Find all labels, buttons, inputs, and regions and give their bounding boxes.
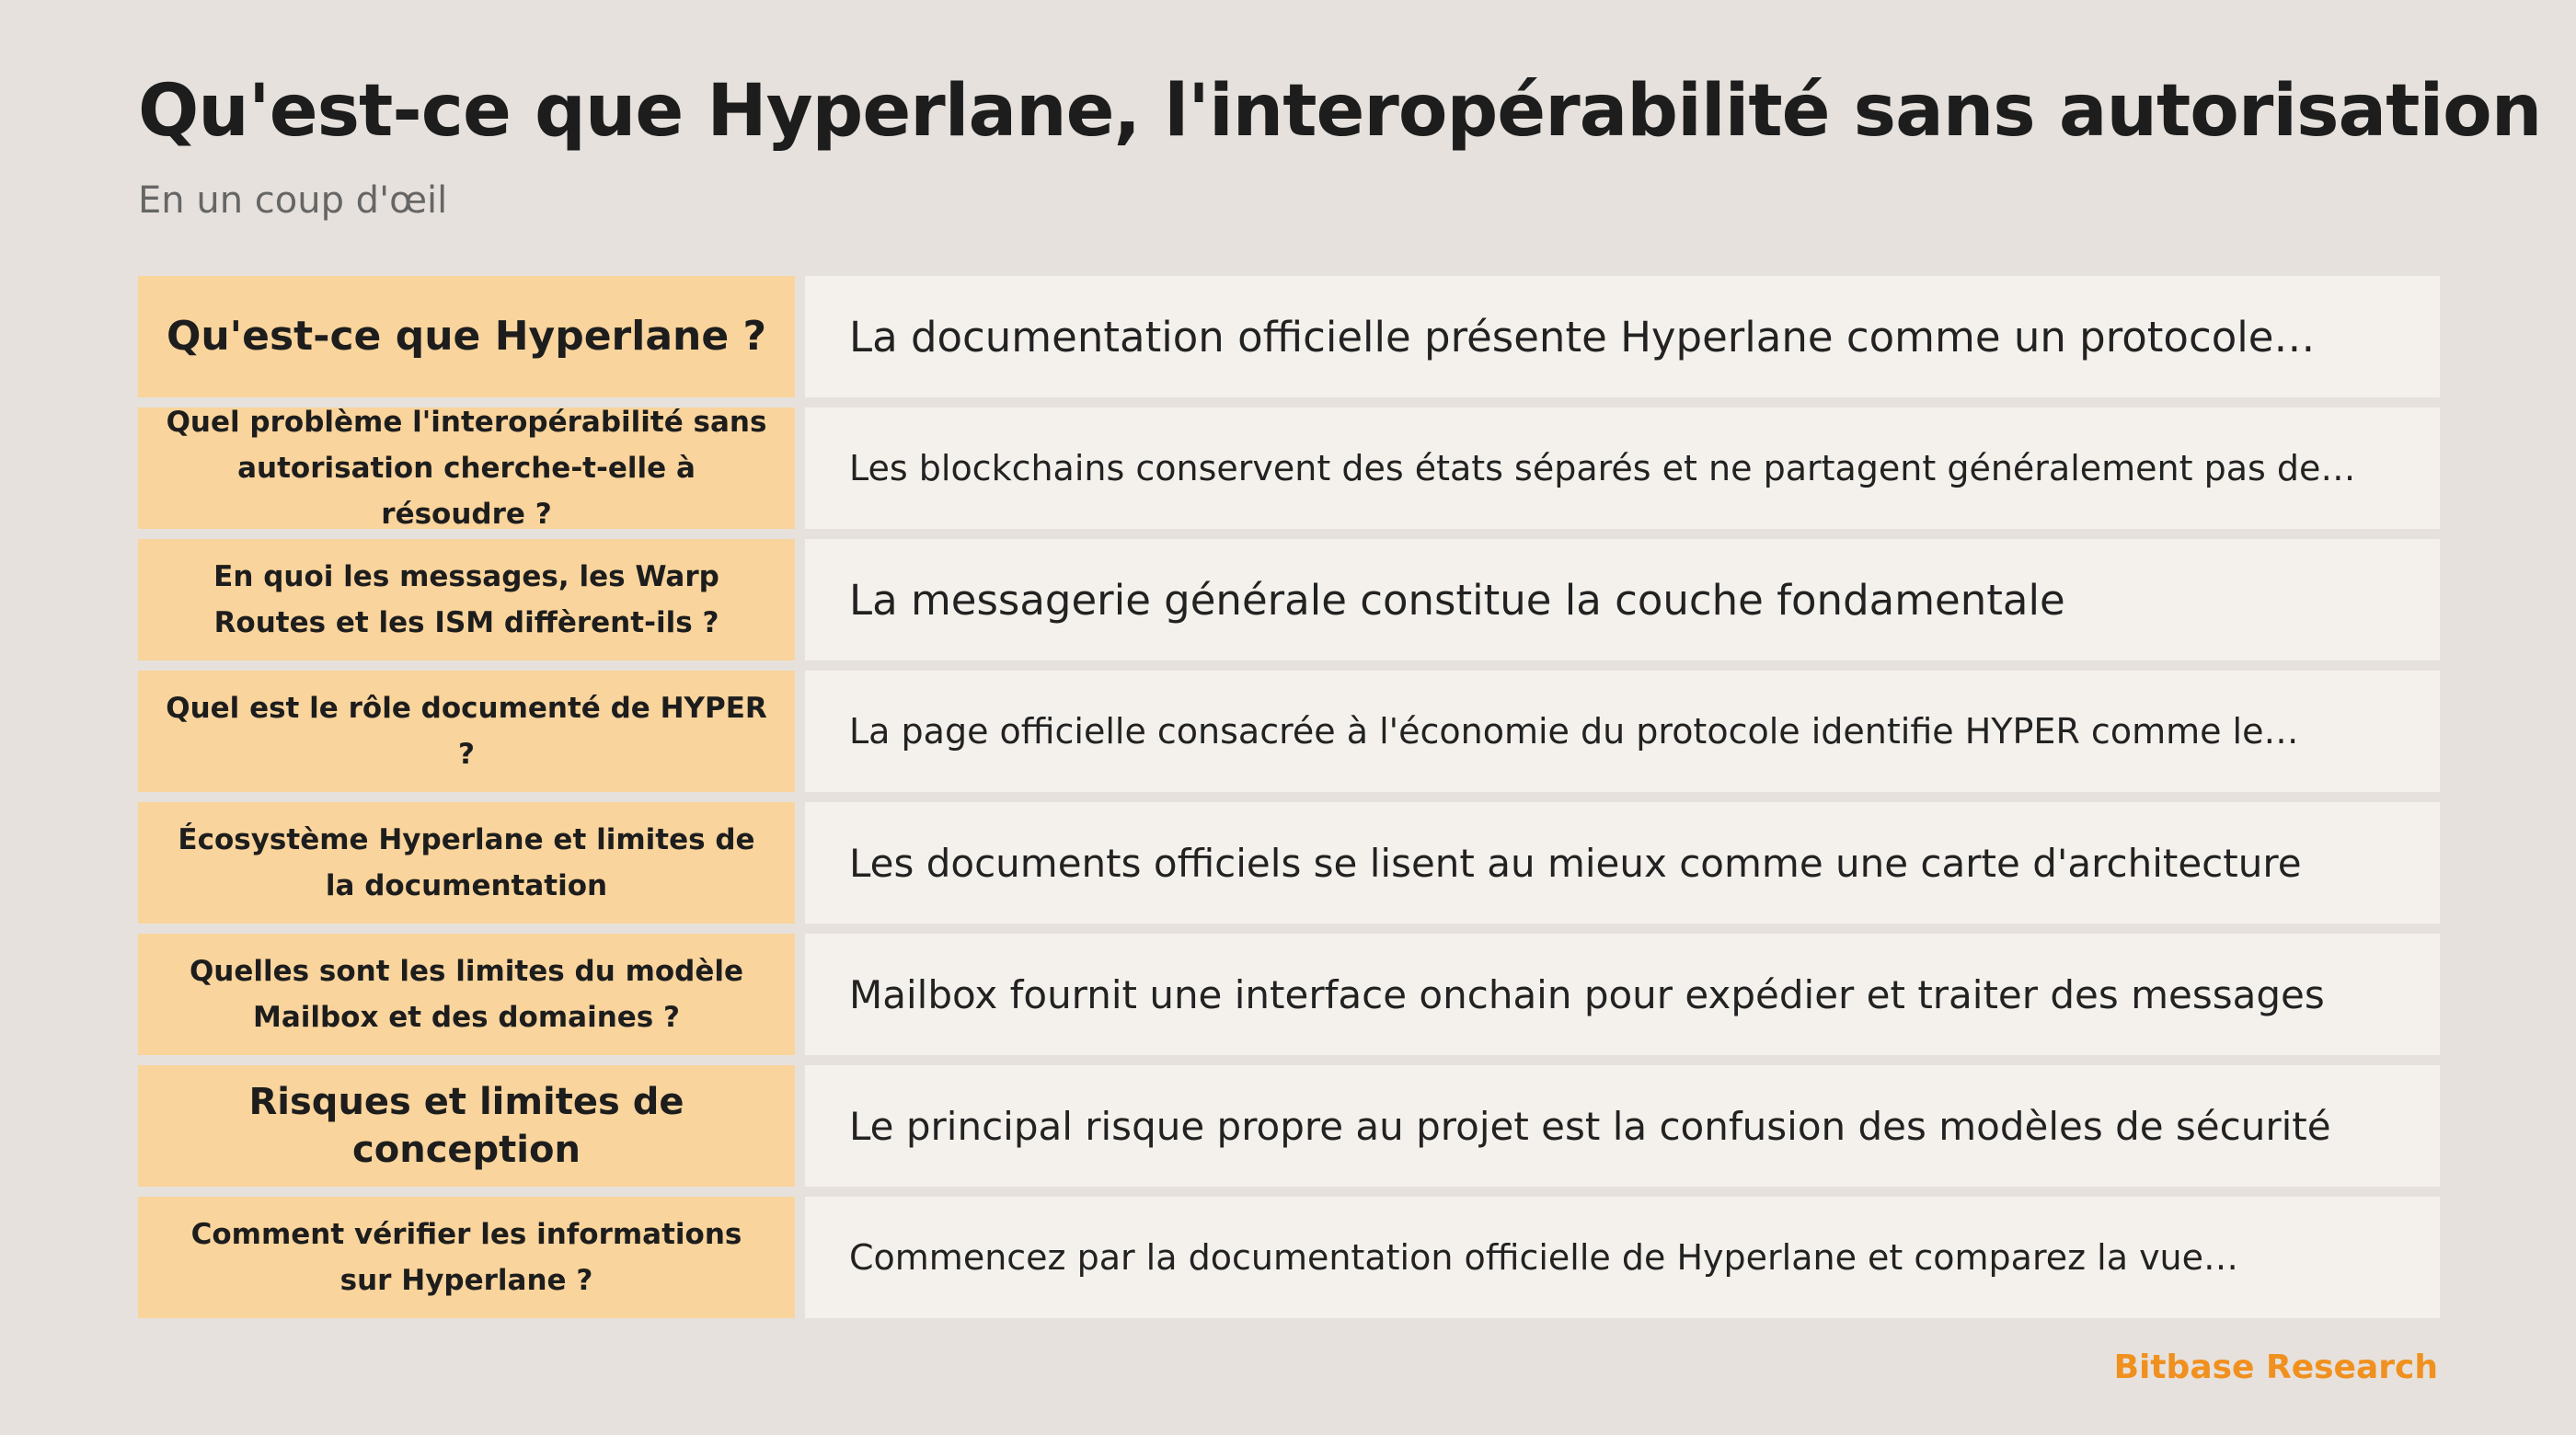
table-row: [138, 671, 2440, 792]
qa-table: [138, 276, 2440, 1328]
table-row: [138, 802, 2440, 924]
table-row: [138, 1197, 2440, 1318]
table-row: [138, 934, 2440, 1055]
answer-cell: Le principal risque propre au projet est la confusion des modèles de sécurité: [805, 1065, 2440, 1187]
table-row: [138, 1065, 2440, 1187]
answer-cell: La messagerie générale constitue la couche fondamentale: [805, 539, 2440, 660]
answer-cell: La documentation officielle présente Hyperlane comme un protocole…: [805, 276, 2440, 397]
answer-cell: Commencez par la documentation officielle de Hyperlane et comparez la vue…: [805, 1197, 2440, 1318]
answer-cell: Les blockchains conservent des états séparés et ne partagent généralement pas de…: [805, 408, 2440, 529]
table-row: [138, 408, 2440, 529]
answer-cell: Mailbox fournit une interface onchain pour expédier et traiter des messages: [805, 934, 2440, 1055]
table-row: [138, 276, 2440, 397]
question-cell: Quelles sont les limites du modèle Mailbox et des domaines ?: [138, 934, 795, 1055]
answer-cell: Les documents officiels se lisent au mieux comme une carte d'architecture: [805, 802, 2440, 924]
question-cell: Qu'est-ce que Hyperlane ?: [138, 276, 795, 397]
answer-cell: La page officielle consacrée à l'économie du protocole identifie HYPER comme le…: [805, 671, 2440, 792]
page-title: Qu'est-ce que Hyperlane, l'interopérabilité sans autorisation: [138, 70, 2542, 153]
question-cell: Quel est le rôle documenté de HYPER ?: [138, 671, 795, 792]
question-cell: En quoi les messages, les Warp Routes et les ISM diffèrent-ils ?: [138, 539, 795, 660]
table-row: [138, 539, 2440, 660]
question-cell: Comment vérifier les informations sur Hyperlane ?: [138, 1197, 795, 1318]
page-subtitle: En un coup d'œil: [138, 179, 448, 222]
question-cell: Risques et limites de conception: [138, 1065, 795, 1187]
question-cell: Quel problème l'interopérabilité sans autorisation cherche-t-elle à résoudre ?: [138, 408, 795, 529]
brand-footer: Bitbase Research: [2113, 1349, 2438, 1386]
question-cell: Écosystème Hyperlane et limites de la documentation: [138, 802, 795, 924]
